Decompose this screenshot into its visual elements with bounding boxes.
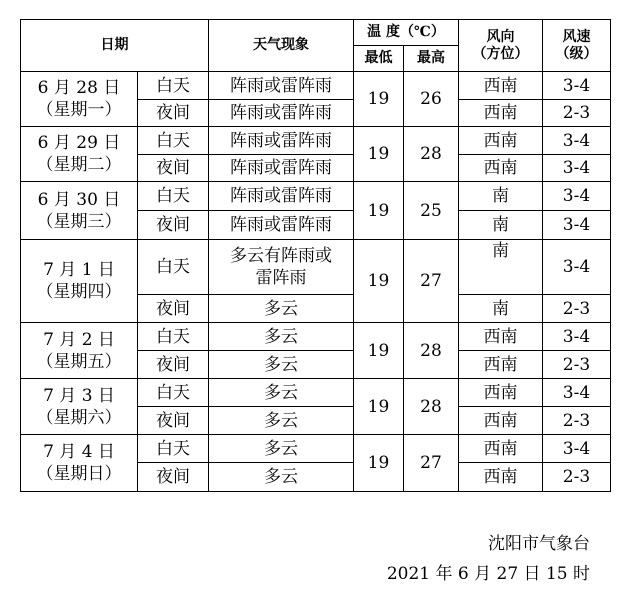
header-date: 日期 [21,20,209,72]
weather-cell: 多云有阵雨或 雷阵雨 [209,240,354,295]
forecast-table [20,19,611,492]
date-cell: 6 月 28 日 （星期一） [21,72,138,127]
header-wind-direction: 风向 （方位） [459,20,543,72]
wind-direction-cell: 南 [459,211,543,240]
wind-direction-cell: 西南 [459,100,543,127]
period-label: 夜间 [138,155,209,182]
wind-speed-cell: 2-3 [543,351,611,379]
wind-speed-cell: 3-4 [543,211,611,240]
forecast-row [21,182,611,211]
wind-speed-cell: 2-3 [543,463,611,492]
date-cell: 6 月 29 日 （星期二） [21,127,138,182]
period-label: 夜间 [138,295,209,323]
forecast-row [21,379,611,407]
forecast-row [21,323,611,351]
wind-speed-cell: 3-4 [543,379,611,407]
weather-cell: 多云 [209,379,354,407]
wind-direction-cell: 南 [459,295,543,323]
wind-speed-cell: 3-4 [543,323,611,351]
wind-speed-cell: 2-3 [543,100,611,127]
period-label: 白天 [138,127,209,155]
header-temp-min: 最低 [354,46,404,72]
wind-direction-cell: 西南 [459,379,543,407]
temp-max-cell: 27 [404,240,459,323]
wind-speed-cell: 3-4 [543,240,611,295]
wind-direction-cell: 西南 [459,323,543,351]
temp-max-cell: 25 [404,182,459,240]
wind-direction-cell: 西南 [459,351,543,379]
temp-min-cell: 19 [354,72,404,127]
wind-direction-cell: 西南 [459,407,543,435]
wind-direction-cell: 西南 [459,72,543,100]
wind-direction-cell: 西南 [459,435,543,463]
forecast-row [21,72,611,100]
wind-speed-cell: 2-3 [543,295,611,323]
weather-cell: 阵雨或雷阵雨 [209,127,354,155]
temp-min-cell: 19 [354,379,404,435]
weather-cell: 阵雨或雷阵雨 [209,72,354,100]
temp-min-cell: 19 [354,127,404,182]
wind-speed-cell: 2-3 [543,407,611,435]
weather-cell: 多云 [209,435,354,463]
issuer: 沈阳市气象台 [488,534,590,554]
forecast-row [21,435,611,463]
wind-direction-cell: 南 [459,240,543,295]
temp-max-cell: 28 [404,127,459,182]
issue-time: 2021 年 6 月 27 日 15 时 [386,564,590,584]
temp-min-cell: 19 [354,323,404,379]
temp-max-cell: 28 [404,323,459,379]
weather-cell: 多云 [209,407,354,435]
weather-cell: 阵雨或雷阵雨 [209,155,354,182]
date-cell: 7 月 2 日 （星期五） [21,323,138,379]
period-label: 白天 [138,435,209,463]
period-label: 白天 [138,379,209,407]
date-cell: 7 月 1 日 （星期四） [21,240,138,323]
weather-cell: 多云 [209,295,354,323]
date-cell: 7 月 4 日 （星期日） [21,435,138,492]
forecast-row [21,127,611,155]
wind-speed-cell: 3-4 [543,155,611,182]
temp-min-cell: 19 [354,182,404,240]
period-label: 夜间 [138,211,209,240]
forecast-row [21,240,611,295]
wind-direction-cell: 西南 [459,127,543,155]
period-label: 夜间 [138,100,209,127]
header-wind-speed: 风速 （级） [543,20,611,72]
weather-cell: 阵雨或雷阵雨 [209,182,354,211]
period-label: 夜间 [138,407,209,435]
wind-speed-cell: 3-4 [543,435,611,463]
temp-min-cell: 19 [354,435,404,492]
period-label: 白天 [138,240,209,295]
weather-cell: 多云 [209,351,354,379]
period-label: 夜间 [138,463,209,492]
temp-max-cell: 26 [404,72,459,127]
header-temp-max: 最高 [404,46,459,72]
weather-cell: 多云 [209,323,354,351]
header-temperature: 温 度（℃） [354,20,459,46]
period-label: 白天 [138,182,209,211]
date-cell: 6 月 30 日 （星期三） [21,182,138,240]
temp-max-cell: 27 [404,435,459,492]
forecast-table-body [21,20,611,492]
wind-speed-cell: 3-4 [543,72,611,100]
date-cell: 7 月 3 日 （星期六） [21,379,138,435]
weather-cell: 阵雨或雷阵雨 [209,211,354,240]
wind-speed-cell: 3-4 [543,182,611,211]
wind-direction-cell: 西南 [459,155,543,182]
header-weather: 天气现象 [209,20,354,72]
period-label: 夜间 [138,351,209,379]
wind-direction-cell: 西南 [459,463,543,492]
weather-cell: 多云 [209,463,354,492]
period-label: 白天 [138,323,209,351]
period-label: 白天 [138,72,209,100]
temp-max-cell: 28 [404,379,459,435]
header-row [21,20,611,46]
wind-direction-cell: 南 [459,182,543,211]
weather-cell: 阵雨或雷阵雨 [209,100,354,127]
temp-min-cell: 19 [354,240,404,323]
wind-speed-cell: 3-4 [543,127,611,155]
